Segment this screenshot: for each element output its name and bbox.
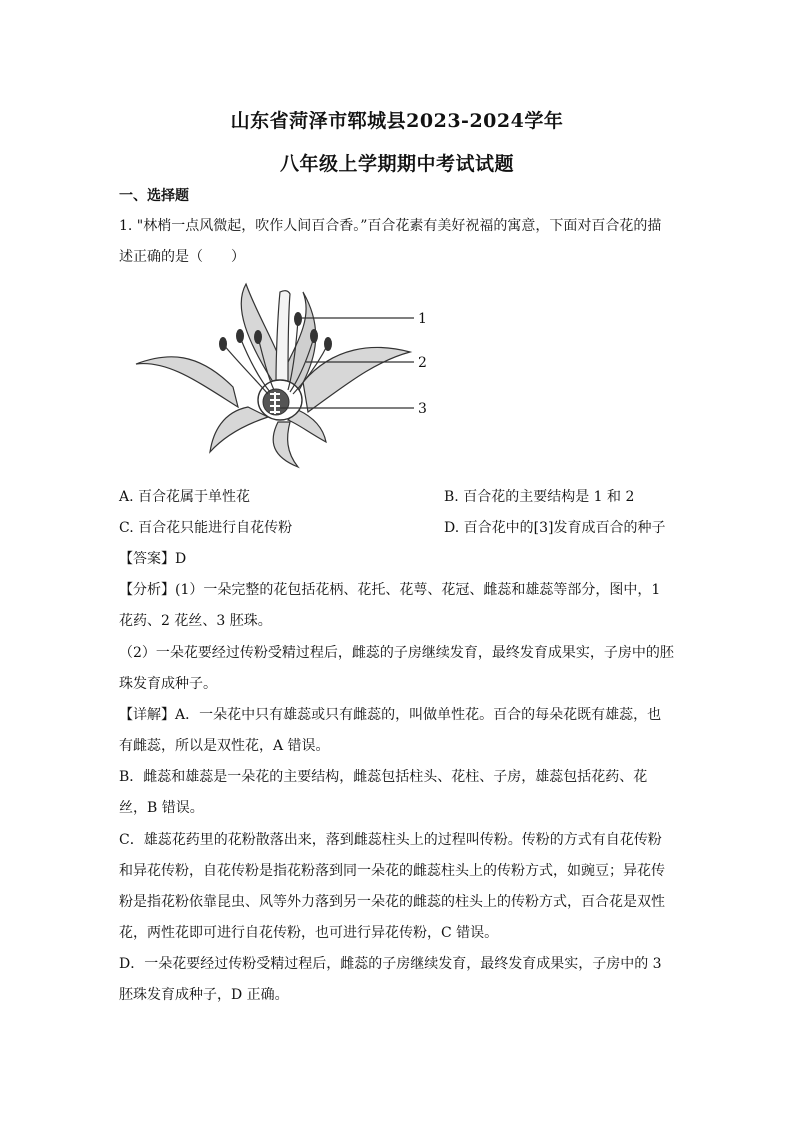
option-d: D. 百合花中的[3]发育成百合的种子 [444,520,666,536]
detail-line1: 【详解】A．一朵花中只有雄蕊或只有雌蕊的，叫做单性花。百合的每朵花既有雄蕊，也 [119,707,662,723]
detail-line7: 粉是指花粉依靠昆虫、风等外力落到另一朵花的雌蕊的柱头上的传粉方式，百合花是双性 [119,894,665,910]
analysis-line1: 【分析】(1）一朵完整的花包括花柄、花托、花萼、花冠、雌蕊和雄蕊等部分，图中，1 [119,582,661,598]
detail-line2: 有雌蕊，所以是双性花，A 错误。 [119,738,330,754]
option-a: A. 百合花属于单性花 [119,489,251,505]
detail-line9: D．一朵花要经过传粉受精过程后，雌蕊的子房继续发育，最终发育成果实，子房中的 3 [119,956,662,972]
analysis-line2: 花药、2 花丝、3 胚珠。 [119,613,272,629]
diagram-label-1: 1 [418,311,427,327]
answer-text: 【答案】D [119,551,187,567]
lily-flower-diagram [128,282,438,472]
document-title-line1: 山东省菏泽市郓城县2023-2024学年 [230,110,564,132]
section-heading: 一、选择题 [119,188,189,204]
detail-line8: 花，两性花即可进行自花传粉，也可进行异花传粉，C 错误。 [119,925,499,941]
question-text-line1: 1. "林梢一点风微起，吹作人间百合香。”百合花素有美好祝福的寓意，下面对百合花的描 [119,218,662,234]
diagram-label-3: 3 [418,401,427,417]
diagram-label-2: 2 [418,355,427,371]
detail-line10: 胚珠发育成种子，D 正确。 [119,987,289,1003]
detail-line3: B．雌蕊和雄蕊是一朵花的主要结构，雌蕊包括柱头、花柱、子房，雄蕊包括花药、花 [119,769,648,785]
question-text-line2: 述正确的是（ ） [119,249,245,265]
option-b: B. 百合花的主要结构是 1 和 2 [444,489,635,505]
detail-line6: 和异花传粉，自花传粉是指花粉落到同一朵花的雌蕊柱头上的传粉方式，如豌豆；异花传 [119,863,665,879]
lily-flower-icon [128,282,438,472]
detail-line4: 丝，B 错误。 [119,800,204,816]
analysis-line3: （2）一朵花要经过传粉受精过程后，雌蕊的子房继续发育，最终发育成果实，子房中的胚 [119,645,674,661]
detail-line5: C．雄蕊花药里的花粉散落出来，落到雌蕊柱头上的过程叫传粉。传粉的方式有自花传粉 [119,832,662,848]
document-title-line2: 八年级上学期期中考试试题 [279,153,514,175]
option-c: C. 百合花只能进行自花传粉 [119,520,293,536]
analysis-line4: 珠发育成种子。 [119,676,217,692]
